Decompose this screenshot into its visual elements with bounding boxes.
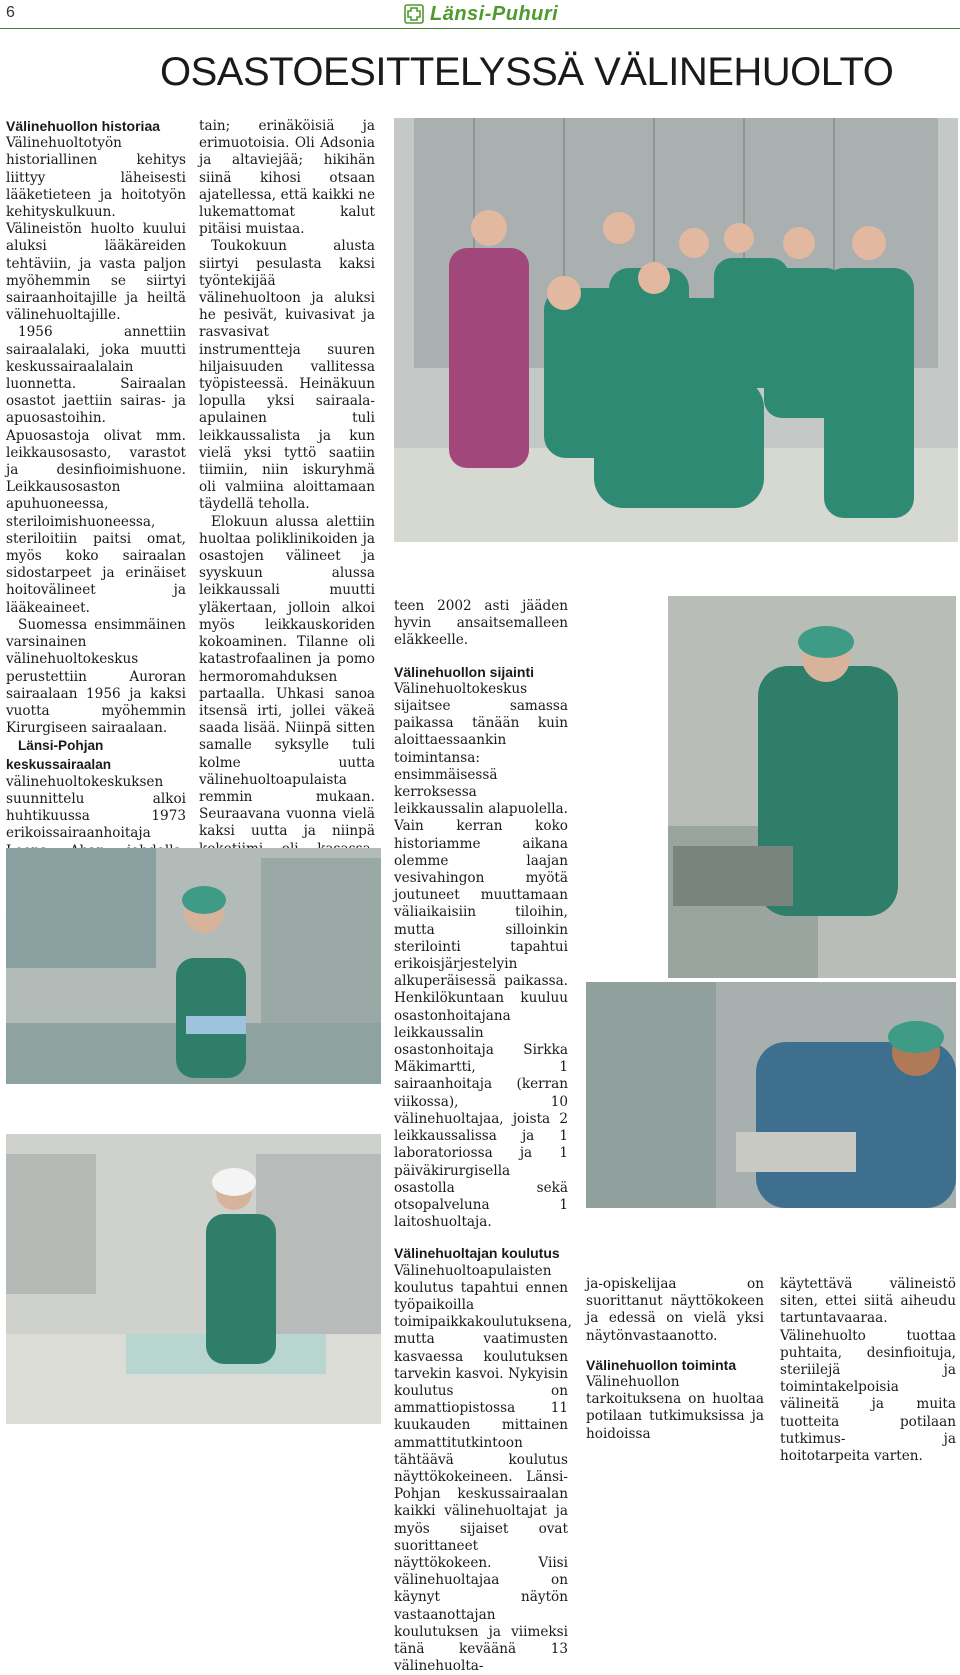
paragraph: ja-opiskelijaa on suorittanut näyttökokeen ja edessä on vielä yksi näytönvastaanotto. <box>586 1276 764 1344</box>
paragraph: Välinehuollon tarkoituksena on huoltaa potilaan tutkimuksissa ja hoidoissa <box>586 1374 764 1442</box>
cross-logo-icon <box>404 4 424 24</box>
section-heading-location: Välinehuollon sijainti <box>394 663 535 680</box>
article-column-1 <box>6 118 186 963</box>
photo-writing-labels <box>6 848 381 1084</box>
paragraph-text: välinehuoltokeskuksen suunnittelu alkoi huhtikuussa 1973 erikoissairaanhoitaja <box>6 773 186 842</box>
paragraph: Välinehuoltokeskus sijaitsee samassa paikassa tänään kuin aloittaessaankin toimintansa: ensimmäisessä kerroksessa leikkaussalin alapuolella. Vain kerran koko historiamme aikana olemme laajan vesivahingon myötä joutuneet muuttamaan väliaikaisiin tiloihin, mutta silloinkin sterilointi tapahtui erikoisjärjestelyin alkuperäisessä paikassa. Henkilökuntaan kuuluu osastonhoitajana leikkaussalin osastonhoitaja Sirkka Mäkimartti, 1 sairaanhoitaja (kerran viikossa), 10 välinehuoltajaa, joista 2 leikkaussalissa ja 1 laboratoriossa ja 1 päiväkirurgisella osastolla sekä otsopalveluna 1 laitoshuoltaja. <box>394 680 568 1231</box>
photo-examining-instruments <box>668 596 956 978</box>
article-column-3 <box>394 598 572 1675</box>
paragraph: Elokuun alussa alettiin huoltaa poliklinikoiden ja osastojen välineet ja syyskuun alussa leikkaussali muutti yläkertaan, jolloin alkoi myös leikkauskoriden kokoaminen. Tilanne oli katastrofaalinen ja pomo hermoromahduksen partaalla. Uhkasi sanoa itsensä irti, jollei väkeä saada lisää. Niinpä sitten samalle syksylle tuli kolme uutta välinehuoltoapulaista remmin mukaan. Seuraavana vuonna vielä kaksi uutta ja niinpä <box>199 513 375 840</box>
bold-lead: Länsi-Pohjan keskussairaalan <box>6 738 112 772</box>
photo-sterilization-room <box>6 1134 381 1424</box>
paragraph: teen 2002 asti jääden hyvin ansaitsemalleen eläkkeelle. <box>394 598 568 649</box>
paragraph: tain; erinäköisiä ja erimuotoisia. Oli Adsonia ja altaviejää; hikihän siinä kihosi otsaan ajatellessa, että kaikki ne lukemattomat kalut pitäisi muistaa. <box>199 118 375 238</box>
section-heading-history: Välinehuollon historiaa <box>6 118 161 134</box>
article-column-4 <box>586 1276 764 1443</box>
paragraph: Suomessa ensimmäinen varsinainen välinehuoltokeskus perustettiin Auroran sairaalaan 1956 ja kaksi vuotta myöhemmin Kirurgiseen sairaalaan. <box>6 616 186 737</box>
header-rule <box>0 28 960 29</box>
masthead <box>404 2 558 26</box>
masthead-title: Länsi-Puhuri <box>430 2 559 25</box>
photo-inspecting-instruments <box>586 982 956 1208</box>
photo-staff-group <box>394 118 958 542</box>
section-heading-operation: Välinehuollon toiminta <box>586 1356 737 1373</box>
article-column-2 <box>199 118 375 961</box>
paragraph: Välinehuoltoapulaisten koulutus tapahtui ennen työpaikoilla toimipaikkakoulutuksena, mutta vaatimusten kasvaessa koulutuksen tarvekin kasvoi. Nykyisin koulutus on ammattiopistossa 11 kuukauden mittainen ammattitutkintoon tähtäävä koulutus näyttökokeineen. Länsi-Pohjan keskussairaalan kaikki välinehuoltajat ja myös sijaiset ovat suorittaneet näyttökokeen. Viisi välinehuoltajaa on käynyt näytön vastaanottajan koulutuksen ja viimeksi tänä keväänä 13 välinehuolta- <box>394 1262 572 1675</box>
page-number: 6 <box>6 4 15 21</box>
paragraph: Välinehuoltotyön historiallinen kehitys liittyy läheisesti lääketieteen ja hoitotyön kehityskulkuun. Välineistön huolto kuului aluksi lääkäreiden tehtäviin, ja vasta paljon myöhemmin se siirtyi sairaanhoitajille ja heiltä välinehuoltajille. <box>6 135 186 324</box>
paragraph: 1956 annettiin sairaalalaki, joka muutti keskussairaalalain luonnetta. Sairaalan osastot jaettiin sairas- ja apuosastoihin. Apuosastoja olivat mm. leikkausosasto, varastot ja desinfioimishuone. Leikkausosaston apuhuoneessa, steriloimishuoneessa, steriloitiin paitsi omat, myös koko sairaalan sidostarpeet ja erinäiset hoitovälineet ja lääkeaineet. <box>6 324 186 616</box>
section-heading-training: Välinehuoltajan koulutus <box>394 1245 560 1262</box>
page-headline: OSASTOESITTELYSSÄ VÄLINEHUOLTO <box>160 50 894 94</box>
article-column-5 <box>780 1276 956 1465</box>
paragraph: käytettävä välineistö siten, ettei siitä aiheudu tartuntavaaraa. Välinehuolto tuottaa puhtaita, desinfioituja, steriilejä ja toimintakelpoisia välineitä ja muita tuotteita potilaan tutkimus- ja hoitotarpeita varten. <box>780 1276 956 1465</box>
paragraph: Toukokuun alusta siirtyi pesulasta kaksi työntekijää välinehuoltoon ja aluksi he pesivät, kuivasivat ja rasvasivat instrumentteja suuren hiljaisuuden vallitessa työpisteessä. Heinäkuun lopulla yksi sairaala-apulainen tuli leikkaussalista ja kun vielä yksi tyttö saatiin tiimiin, niin iskuryhmä oli valmiina aloittamaan täydellä teholla. <box>199 238 375 513</box>
